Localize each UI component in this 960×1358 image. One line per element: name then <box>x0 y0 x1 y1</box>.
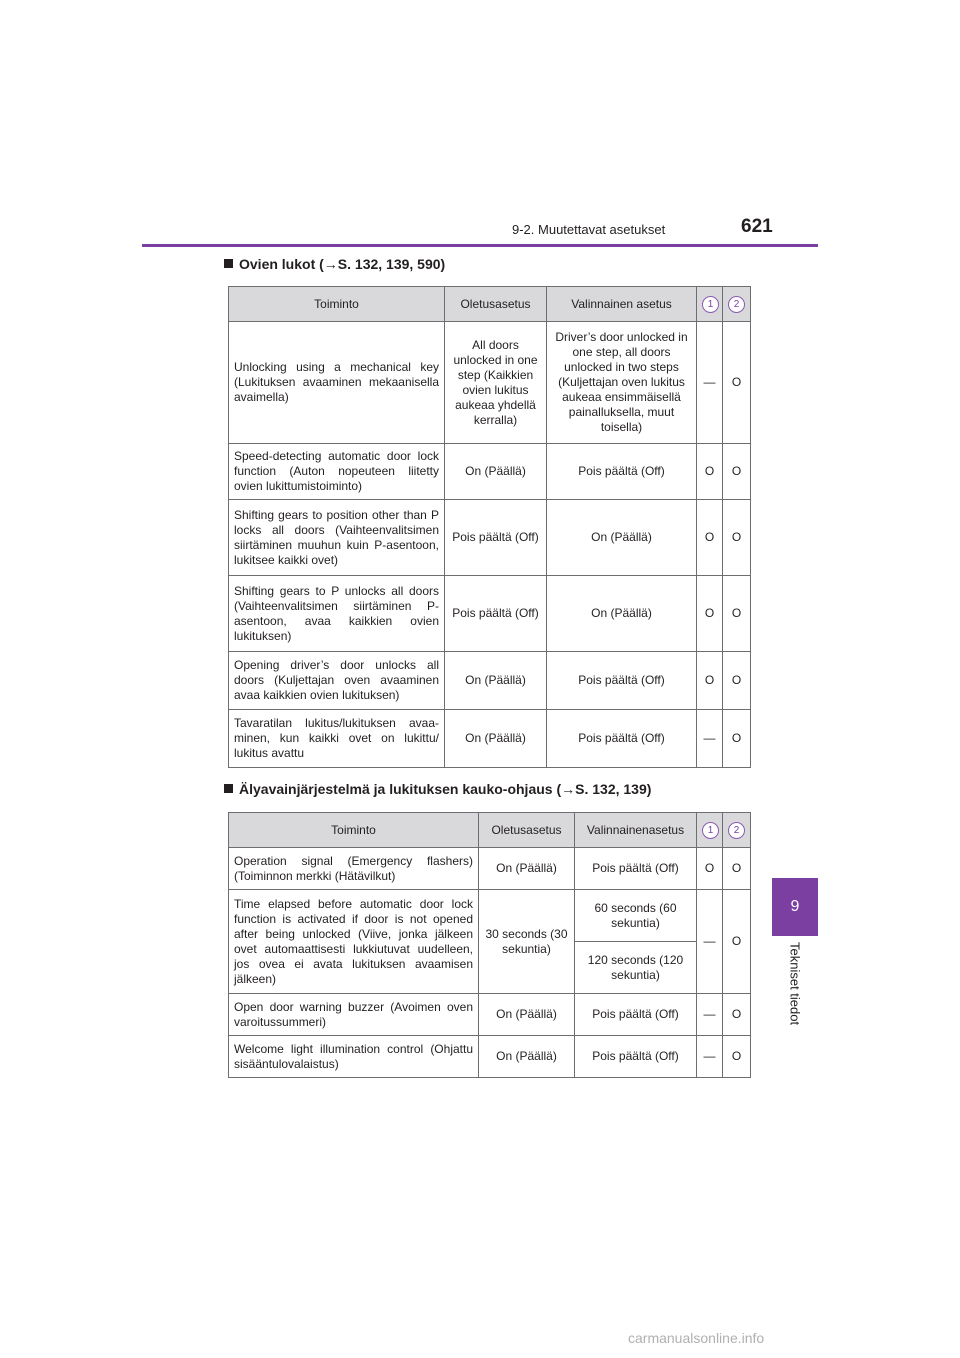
chapter-label <box>773 942 817 1052</box>
row-method-2: O <box>723 848 751 890</box>
row-method-2: O <box>723 444 751 500</box>
bullet-square-icon <box>224 259 233 268</box>
header-rule <box>142 244 818 247</box>
door-locks-table <box>228 286 751 768</box>
header-method-1 <box>697 287 723 322</box>
row-method-1: O <box>697 848 723 890</box>
row-function: Shifting gears to position other than P locks all doors (Vaihteenvalitsimen siirtäminen muuhun kuin P-asentoon, lukitsee kaikki ovet) <box>229 500 445 576</box>
row-default: On (Päällä) <box>445 710 547 768</box>
row-function: Tavaratilan lukitus/lukituksen avaa-minen, kun kaikki ovet on lukittu/ lukitus avattu <box>229 710 445 768</box>
chapter-tab[interactable] <box>772 878 818 936</box>
row-function: Open door warning buzzer (Avoimen oven varoitussummeri) <box>229 994 479 1036</box>
header-function: Toiminto <box>229 287 445 322</box>
table-row <box>229 652 751 710</box>
row-function: Shifting gears to P unlocks all doors (Vaihteenvalitsimen siirtäminen P-asentoon, avaa kaikkien ovien lukituksen) <box>229 576 445 652</box>
circled-two-icon: 2 <box>728 296 745 313</box>
header-function: Toiminto <box>229 813 479 848</box>
table-row <box>229 322 751 444</box>
row-default: On (Päällä) <box>479 1036 575 1078</box>
row-method-1: — <box>697 890 723 994</box>
table-row <box>229 1036 751 1078</box>
row-method-1: — <box>697 710 723 768</box>
row-method-2: O <box>723 710 751 768</box>
table-row <box>229 994 751 1036</box>
section-title-smart-key: Älyavainjärjestelmä ja lukituksen kauko-ohjaus (→S. 132, 139) <box>224 781 651 797</box>
row-default: Pois päältä (Off) <box>445 576 547 652</box>
table-row <box>229 576 751 652</box>
row-method-2: O <box>723 890 751 994</box>
header-method-2 <box>723 813 751 848</box>
row-option: Pois päältä (Off) <box>547 710 697 768</box>
header-option: Valinnainen asetus <box>547 287 697 322</box>
table-row <box>229 848 751 890</box>
smart-key-table <box>228 812 751 1078</box>
row-method-1: — <box>697 994 723 1036</box>
row-function: Time elapsed before automatic door lock function is activated if door is not opened after being unlocked (Viive, jonka jälkeen ovet automaattisesti lukkiutuvat uudelleen, jos ovea ei avata lukituksen avaamisen jälkeen) <box>229 890 479 994</box>
row-method-1: O <box>697 444 723 500</box>
table-row <box>229 500 751 576</box>
page-number: 621 <box>741 216 773 237</box>
row-method-2: O <box>723 1036 751 1078</box>
header-method-2 <box>723 287 751 322</box>
chapter-number: 9 <box>790 898 800 915</box>
row-default: On (Päällä) <box>445 444 547 500</box>
table-header-row <box>229 287 751 322</box>
row-method-2: O <box>723 322 751 444</box>
row-default: On (Päällä) <box>479 848 575 890</box>
row-method-1: — <box>697 1036 723 1078</box>
table-row <box>229 444 751 500</box>
row-function: Opening driver’s door unlocks all doors (Kuljettajan oven avaaminen avaa kaikkien ovien lukituksen) <box>229 652 445 710</box>
row-method-2: O <box>723 576 751 652</box>
circled-one-icon: 1 <box>702 822 719 839</box>
row-default: On (Päällä) <box>479 994 575 1036</box>
row-option: Pois päältä (Off) <box>547 652 697 710</box>
row-option: Driver’s door unlocked in one step, all doors unlocked in two steps (Kuljettajan oven lukitus aukeaa ensimmäisellä painalluksella, muut toisella) <box>547 322 697 444</box>
row-default: On (Päällä) <box>445 652 547 710</box>
watermark: carmanualsonline.info <box>628 1330 765 1346</box>
row-option: Pois päältä (Off) <box>575 848 697 890</box>
row-option: Pois päältä (Off) <box>575 994 697 1036</box>
row-option: 60 seconds (60 sekuntia) <box>575 890 697 942</box>
row-option: On (Päällä) <box>547 500 697 576</box>
bullet-square-icon <box>224 784 233 793</box>
row-option-alt: 120 seconds (120 sekuntia) <box>575 942 697 994</box>
row-default: 30 seconds (30 sekuntia) <box>479 890 575 994</box>
section-title-door-locks: Ovien lukot (→S. 132, 139, 590) <box>224 256 445 272</box>
row-method-1: O <box>697 652 723 710</box>
header-default: Oletusasetus <box>479 813 575 848</box>
row-default: All doors unlocked in one step (Kaikkien ovien lukitus aukeaa yhdellä kerralla) <box>445 322 547 444</box>
circled-two-icon: 2 <box>728 822 745 839</box>
chapter-label-text: Tekniset tiedot <box>787 942 803 1026</box>
table-header-row <box>229 813 751 848</box>
section-header: 9-2. Muutettavat asetukset <box>512 222 666 237</box>
row-method-1: O <box>697 500 723 576</box>
row-method-2: O <box>723 994 751 1036</box>
row-method-2: O <box>723 500 751 576</box>
row-function: Speed-detecting automatic door lock function (Auton nopeuteen liitetty ovien lukittumistoiminto) <box>229 444 445 500</box>
header-option: Valinnainenasetus <box>575 813 697 848</box>
header-method-1 <box>697 813 723 848</box>
row-option: On (Päällä) <box>547 576 697 652</box>
table-row <box>229 890 751 942</box>
row-method-2: O <box>723 652 751 710</box>
circled-one-icon: 1 <box>702 296 719 313</box>
row-default: Pois päältä (Off) <box>445 500 547 576</box>
table-row <box>229 710 751 768</box>
row-method-1: O <box>697 576 723 652</box>
row-option: Pois päältä (Off) <box>547 444 697 500</box>
header-default: Oletusasetus <box>445 287 547 322</box>
row-method-1: — <box>697 322 723 444</box>
row-option: Pois päältä (Off) <box>575 1036 697 1078</box>
row-function: Unlocking using a mechanical key (Lukituksen avaaminen mekaanisella avaimella) <box>229 322 445 444</box>
row-function: Operation signal (Emergency flashers) (Toiminnon merkki (Hätävilkut) <box>229 848 479 890</box>
row-function: Welcome light illumination control (Ohjattu sisääntulovalaistus) <box>229 1036 479 1078</box>
